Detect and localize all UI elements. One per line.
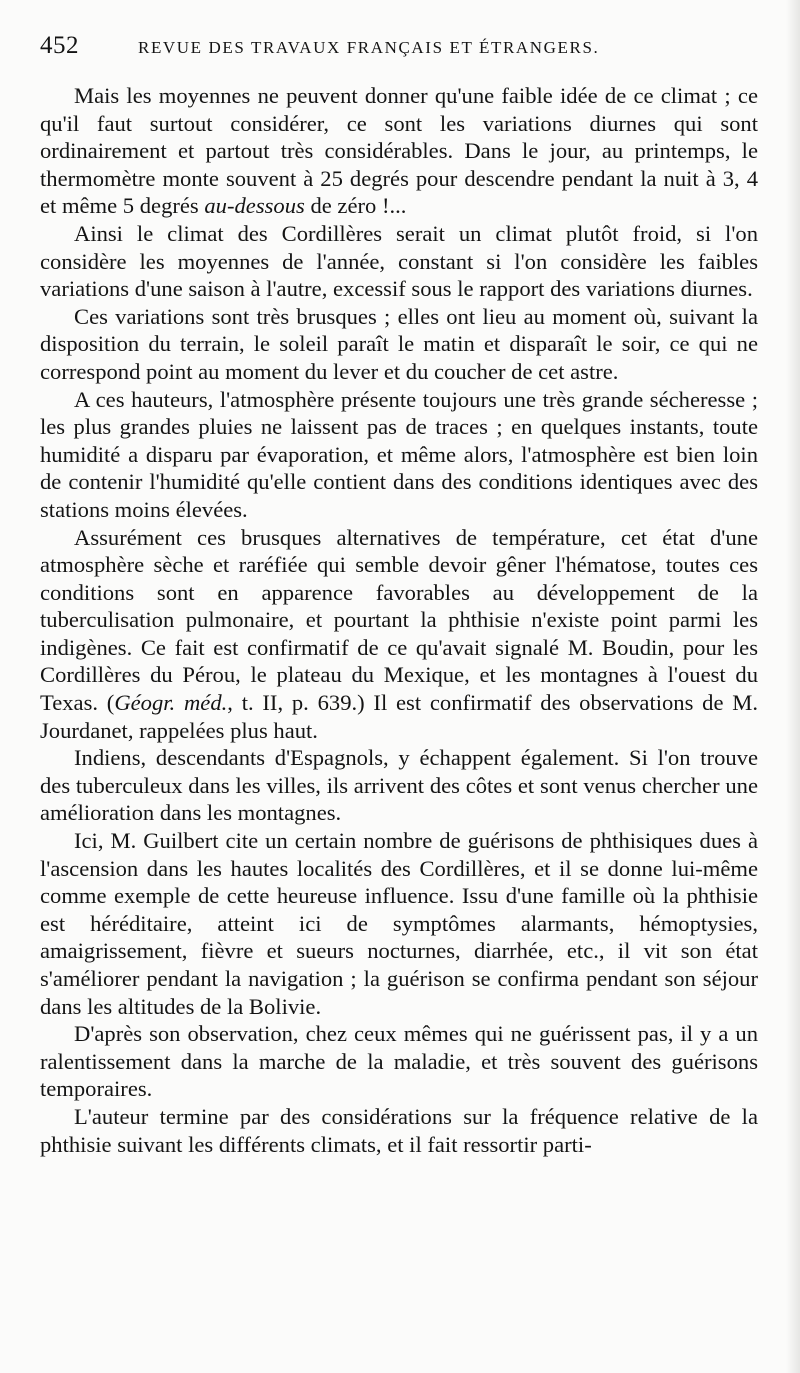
- running-title: REVUE DES TRAVAUX FRANÇAIS ET ÉTRANGERS.: [138, 38, 600, 57]
- paragraph-5: Assurément ces brusques alternatives de température, cet état d'une atmosphère sèche et raréfiée qui semble devoir gêner l'hématose, toutes ces conditions sont en apparence favorables au développement de la tuberculisation pulmonaire, et pourtant la phthisie n'existe point parmi les indigènes. Ce fait est confirmatif de ce qu'avait signalé M. Boudin, pour les Cordillères du Pérou, le plateau du Mexique, et les montagnes à l'ouest du Texas. (Géogr. méd., t. II, p. 639.) Il est confirmatif des observations de M. Jourdanet, rappelées plus haut.: [40, 524, 758, 743]
- running-head: [40, 32, 758, 72]
- paragraph-6: Indiens, descendants d'Espagnols, y échappent également. Si l'on trouve des tuberculeux dans les villes, ils arrivent des côtes et sont venus chercher une amélioration dans les montagnes.: [40, 745, 758, 826]
- paragraph-1: Mais les moyennes ne peuvent donner qu'une faible idée de ce climat ; ce qu'il faut surtout considérer, ce sont les variations diurnes qui sont ordinairement et partout très considérables. Dans le jour, au printemps, le thermomètre monte souvent à 25 degrés pour descendre pendant la nuit à 3, 4 et même 5 degrés au-dessous de zéro !...: [40, 83, 758, 219]
- citation-italic: Géogr. méd.: [114, 690, 228, 716]
- paragraph-3: Ces variations sont très brusques ; elles ont lieu au moment où, suivant la disposition du terrain, le soleil paraît le matin et disparaît le soir, ce qui ne correspond point au moment du lever et du coucher de cet astre.: [40, 303, 758, 384]
- body-text: [40, 82, 758, 1158]
- paragraph-4: A ces hauteurs, l'atmosphère présente toujours une très grande sécheresse ; les plus grandes pluies ne laissent pas de traces ; en quelques instants, toute humidité a disparu par évaporation, et même alors, l'atmosphère est bien loin de contenir l'humidité qu'elle contient dans des conditions identiques avec des stations moins élevées.: [40, 386, 758, 522]
- paragraph-8: D'après son observation, chez ceux mêmes qui ne guérissent pas, il y a un ralentissement dans la marche de la maladie, et très souvent des guérisons temporaires.: [40, 1021, 758, 1102]
- page-number: 452: [40, 32, 79, 59]
- page-edge-shadow: [786, 0, 800, 1373]
- paragraph-2: Ainsi le climat des Cordillères serait un climat plutôt froid, si l'on considère les moyennes de l'année, constant si l'on considère les faibles variations d'une saison à l'autre, excessif sous le rapport des variations diurnes.: [40, 220, 758, 302]
- paragraph-9: L'auteur termine par des considérations sur la fréquence relative de la phthisie suivant les différents climats, et il fait ressortir parti-: [40, 1103, 758, 1157]
- italic-phrase: au-dessous: [204, 193, 305, 219]
- paragraph-7: Ici, M. Guilbert cite un certain nombre de guérisons de phthisiques dues à l'ascension dans les hautes localités des Cordillères, et il se donne lui-même comme exemple de cette heureuse influence. Issu d'une famille où la phthisie est héréditaire, atteint ici de symptômes alarmants, hémoptysies, amaigrissement, fièvre et sueurs nocturnes, diarrhée, etc., il vit son état s'améliorer pendant la navigation ; la guérison se confirma pendant son séjour dans les altitudes de la Bolivie.: [40, 828, 758, 1019]
